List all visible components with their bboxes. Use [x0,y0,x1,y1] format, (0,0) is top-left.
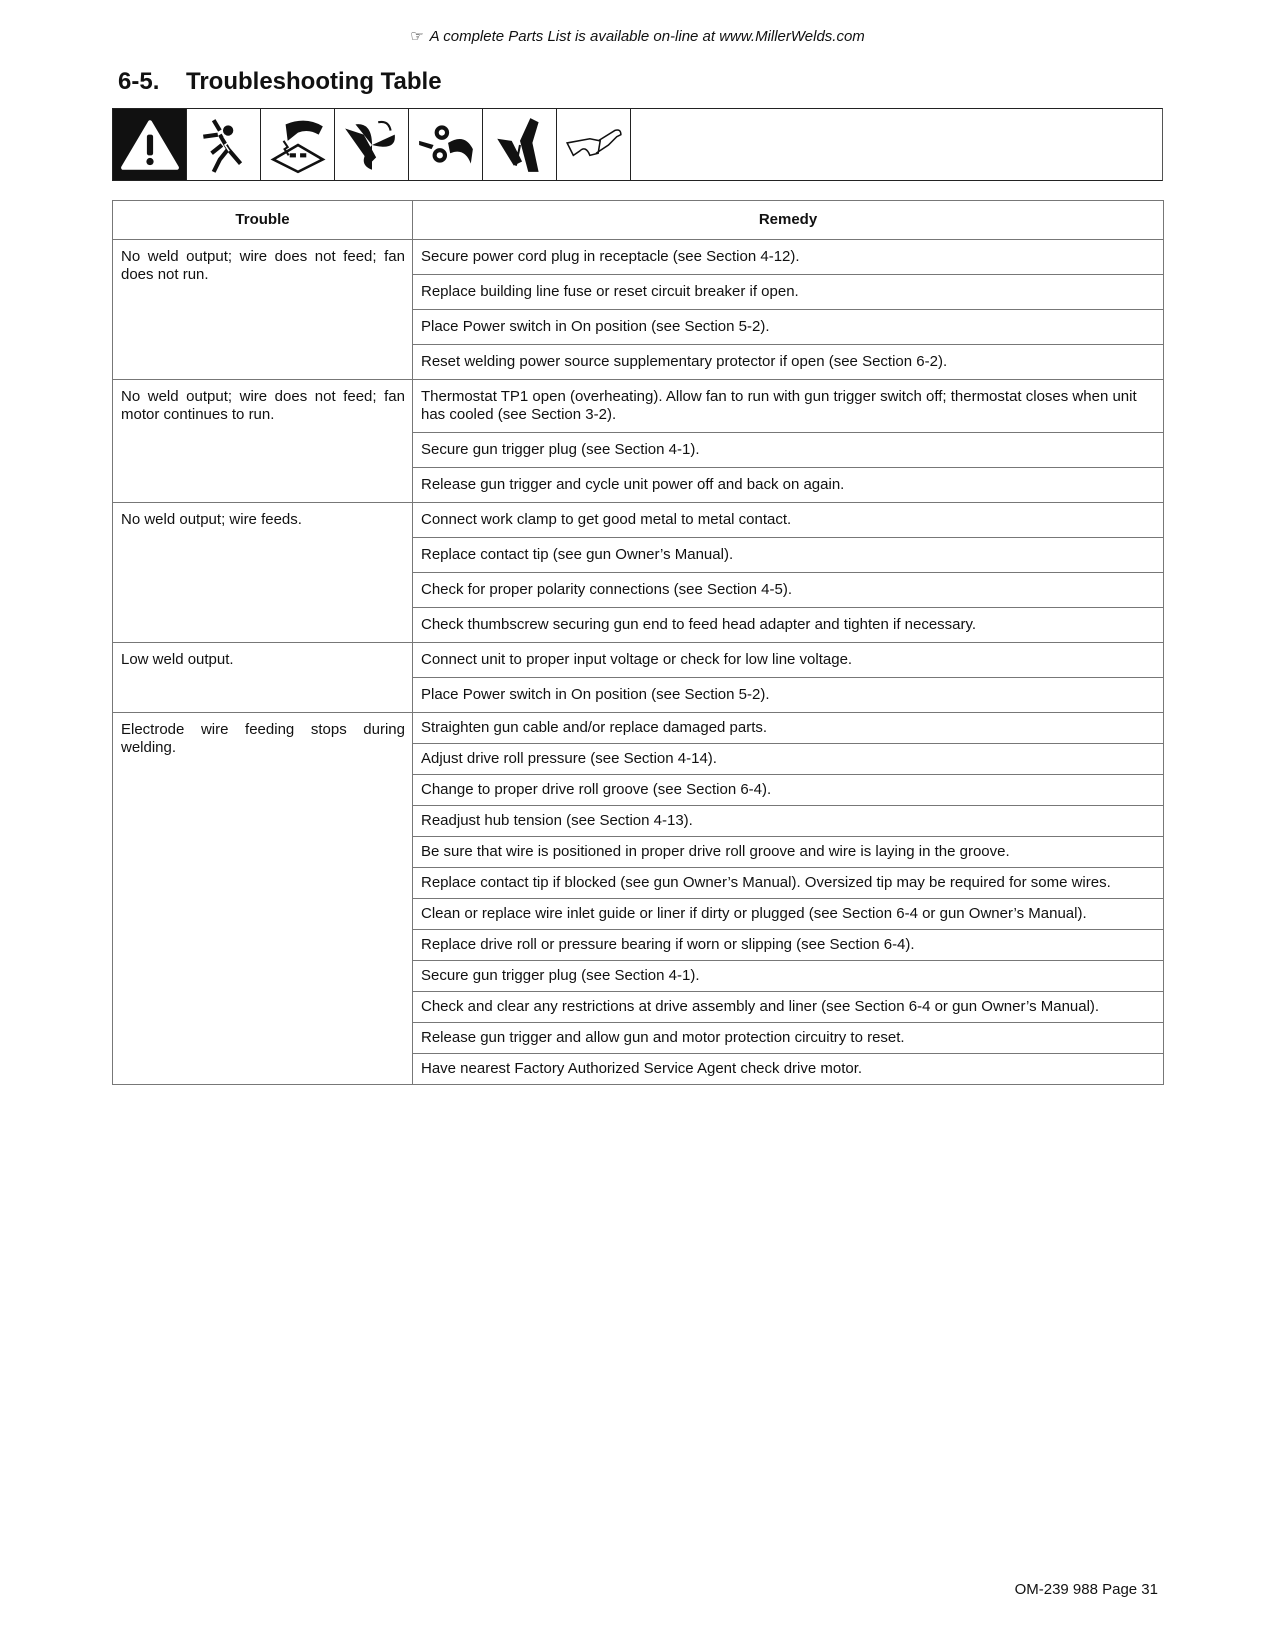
remedy-cell: Clean or replace wire inlet guide or liner if dirty or plugged (see Section 6-4 or gun Owner’s Manual). [413,899,1164,930]
table-row [113,643,1164,678]
table-row [113,503,1164,538]
remedy-cell: Straighten gun cable and/or replace damaged parts. [413,713,1164,744]
remedy-cell: Replace drive roll or pressure bearing if worn or slipping (see Section 6-4). [413,930,1164,961]
remedy-cell: Check for proper polarity connections (see Section 4-5). [413,573,1164,608]
page-footer: OM-239 988 Page 31 [1014,1581,1158,1598]
remedy-cell: Connect work clamp to get good metal to metal contact. [413,503,1164,538]
table-row [113,240,1164,275]
table-row [113,380,1164,433]
remedy-cell: Secure power cord plug in receptacle (see Section 4-12). [413,240,1164,275]
section-title [118,68,442,96]
remedy-cell: Place Power switch in On position (see Section 5-2). [413,310,1164,345]
remedy-cell: Replace contact tip (see gun Owner’s Manual). [413,538,1164,573]
remedy-cell: Release gun trigger and cycle unit power off and back on again. [413,468,1164,503]
remedy-cell: Readjust hub tension (see Section 4-13). [413,806,1164,837]
remedy-cell: Connect unit to proper input voltage or check for low line voltage. [413,643,1164,678]
remedy-cell: Adjust drive roll pressure (see Section 4-14). [413,744,1164,775]
remedy-cell: Change to proper drive roll groove (see Section 6-4). [413,775,1164,806]
parts-list-note [0,27,1275,45]
table-row [113,713,1164,744]
section-number: 6-5. [118,68,160,95]
remedy-cell: Thermostat TP1 open (overheating). Allow fan to run with gun trigger switch off; thermostat closes when unit has cooled (see Section 3-2). [413,380,1164,433]
trouble-cell: No weld output; wire does not feed; fan motor continues to run. [113,380,413,503]
trouble-cell: Low weld output. [113,643,413,713]
trouble-cell: No weld output; wire feeds. [113,503,413,643]
remedy-cell: Secure gun trigger plug (see Section 4-1). [413,961,1164,992]
remedy-cell: Place Power switch in On position (see Section 5-2). [413,678,1164,713]
remedy-cell: Be sure that wire is positioned in proper drive roll groove and wire is laying in the groove. [413,837,1164,868]
hot-parts-hand-icon [483,109,557,180]
remedy-cell: Secure gun trigger plug (see Section 4-1). [413,433,1164,468]
troubleshooting-table [112,200,1164,1085]
section-title-text: Troubleshooting Table [186,68,442,95]
hazard-symbols-bar [112,108,1163,181]
fan-blade-hand-icon [335,109,409,180]
column-header-remedy: Remedy [413,201,1164,240]
electric-shock-icon [187,109,261,180]
remedy-cell: Replace contact tip if blocked (see gun Owner’s Manual). Oversized tip may be required for some wires. [413,868,1164,899]
remedy-cell: Check thumbscrew securing gun end to feed head adapter and tighten if necessary. [413,608,1164,643]
pointing-hand-icon: ☞ [410,28,424,45]
remedy-cell: Release gun trigger and allow gun and motor protection circuitry to reset. [413,1023,1164,1054]
safety-glasses-icon [557,109,631,180]
column-header-trouble: Trouble [113,201,413,240]
remedy-cell: Check and clear any restrictions at drive assembly and liner (see Section 6-4 or gun Owner’s Manual). [413,992,1164,1023]
remedy-cell: Have nearest Factory Authorized Service Agent check drive motor. [413,1054,1164,1085]
parts-list-note-text: A complete Parts List is available on-line at www.MillerWelds.com [429,28,865,45]
warning-triangle-icon [113,109,187,180]
table-header-row [113,201,1164,240]
drive-rolls-hand-icon [409,109,483,180]
remedy-cell: Reset welding power source supplementary protector if open (see Section 6-2). [413,345,1164,380]
static-board-hand-icon [261,109,335,180]
trouble-cell: No weld output; wire does not feed; fan does not run. [113,240,413,380]
trouble-cell: Electrode wire feeding stops during welding. [113,713,413,1085]
remedy-cell: Replace building line fuse or reset circuit breaker if open. [413,275,1164,310]
